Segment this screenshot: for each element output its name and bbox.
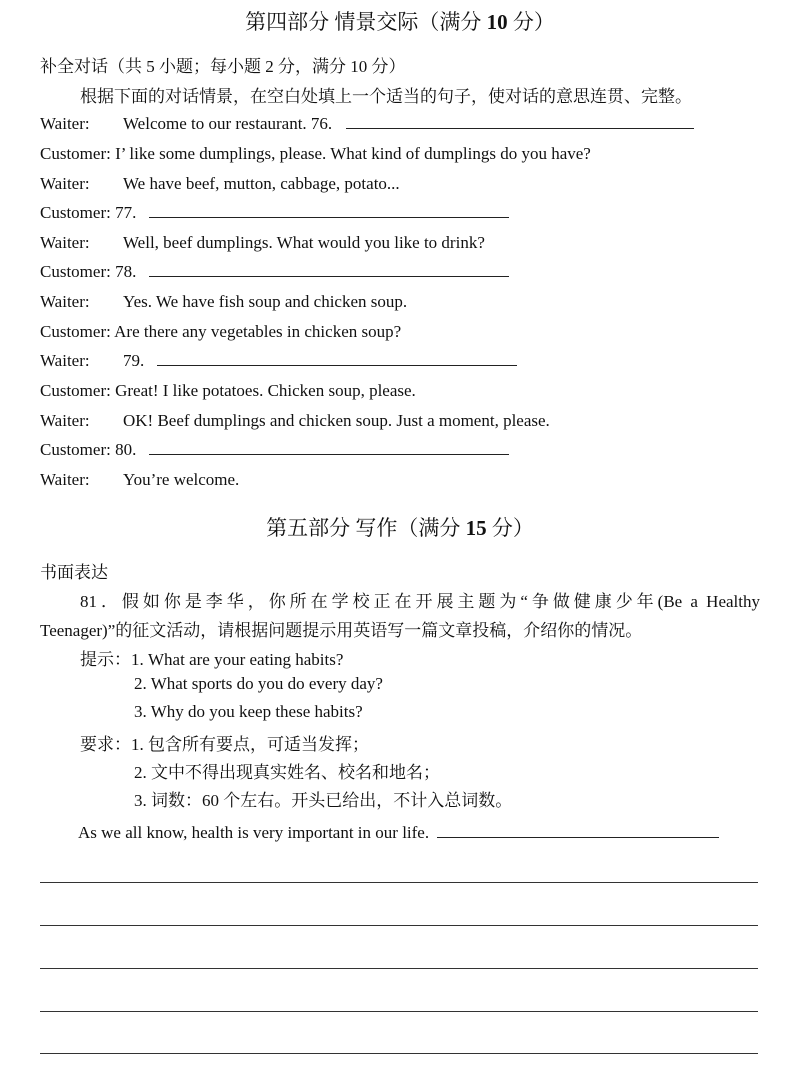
dialogue-line xyxy=(40,291,407,313)
requirement-item: 3. 词数：60 个左右。开头已给出，不计入总词数。 xyxy=(134,791,513,810)
part4-title-score: 10 xyxy=(486,10,508,34)
hints-row xyxy=(80,645,343,670)
speaker-label: Customer: xyxy=(40,203,111,222)
speaker-label: Waiter: xyxy=(40,470,90,489)
dialogue-line xyxy=(40,232,485,254)
dialogue-text: 79. xyxy=(123,351,145,370)
speaker-label: Customer: xyxy=(40,322,111,341)
writing-line[interactable] xyxy=(40,1053,758,1054)
speaker-label: Waiter: xyxy=(40,292,90,311)
dialogue-text: 78. xyxy=(115,262,137,281)
dialogue-text: 80. xyxy=(115,440,137,459)
part5-heading: 书面表达 xyxy=(40,563,108,582)
writing-line[interactable] xyxy=(40,882,758,883)
dialogue-line xyxy=(40,469,239,491)
speaker-label: Waiter: xyxy=(40,233,90,252)
dialogue-line xyxy=(40,380,416,402)
dialogue-text: I’ like some dumplings, please. What kind of dumplings do you have? xyxy=(115,144,591,163)
part5-title-suffix: 分） xyxy=(486,516,534,540)
speaker-label: Waiter: xyxy=(40,351,90,370)
part5-title-prefix: 第五部分 写作（满分 xyxy=(266,516,466,540)
dialogue-text: We have beef, mutton, cabbage, potato... xyxy=(123,174,400,193)
speaker-label: Waiter: xyxy=(40,411,90,430)
part4-heading: 补全对话（共 5 小题；每小题 2 分，满分 10 分） xyxy=(40,57,406,76)
speaker-label: Customer: xyxy=(40,381,111,400)
writing-line[interactable] xyxy=(40,968,758,969)
part4-title-prefix: 第四部分 情景交际（满分 xyxy=(245,10,487,34)
dialogue-line xyxy=(40,321,401,343)
part5-title-score: 15 xyxy=(465,516,487,540)
essay-first-line-blank[interactable] xyxy=(437,822,719,838)
answer-blank-80[interactable] xyxy=(149,439,509,455)
dialogue-line xyxy=(40,113,694,135)
requirement-item: 2. 文中不得出现真实姓名、校名和地名； xyxy=(134,763,440,782)
dialogue-line xyxy=(40,143,591,165)
part5-title xyxy=(0,512,800,542)
part4-title-suffix: 分） xyxy=(507,10,555,34)
speaker-label: Customer: xyxy=(40,144,111,163)
dialogue-line xyxy=(40,350,517,372)
requirements-row xyxy=(80,730,369,755)
requirements-label: 要求： xyxy=(80,735,131,754)
speaker-label: Waiter: xyxy=(40,174,90,193)
answer-blank-77[interactable] xyxy=(149,202,509,218)
answer-blank-79[interactable] xyxy=(157,350,517,366)
hint-item: 2. What sports do you do every day? xyxy=(134,674,383,693)
dialogue-line xyxy=(40,261,509,283)
requirement-item: 1. 包含所有要点，可适当发挥； xyxy=(131,735,369,754)
hint-item: 1. What are your eating habits? xyxy=(131,650,344,669)
dialogue-text: Are there any vegetables in chicken soup? xyxy=(114,322,402,341)
hints-label: 提示： xyxy=(80,650,131,669)
dialogue-text: Well, beef dumplings. What would you like to drink? xyxy=(123,233,485,252)
question-81-line2: Teenager)”的征文活动，请根据问题提示用英语写一篇文章投稿，介绍你的情况。 xyxy=(40,621,643,640)
dialogue-text: OK! Beef dumplings and chicken soup. Just a moment, please. xyxy=(123,411,550,430)
dialogue-text: 77. xyxy=(115,203,137,222)
writing-line[interactable] xyxy=(40,925,758,926)
essay-opening-row xyxy=(78,822,719,843)
dialogue-line xyxy=(40,202,509,224)
speaker-label: Customer: xyxy=(40,262,111,281)
essay-opening: As we all know, health is very important in our life. xyxy=(78,823,430,842)
part4-title xyxy=(0,6,800,36)
answer-blank-76[interactable] xyxy=(346,113,694,129)
question-81-line1: 81．假如你是李华，你所在学校正在开展主题为“争做健康少年(Be a Healthy xyxy=(80,592,760,611)
dialogue-text: Welcome to our restaurant. 76. xyxy=(123,114,333,133)
dialogue-text: Yes. We have fish soup and chicken soup. xyxy=(123,292,408,311)
dialogue-line xyxy=(40,410,550,432)
dialogue-text: You’re welcome. xyxy=(123,470,240,489)
writing-line[interactable] xyxy=(40,1011,758,1012)
dialogue-line xyxy=(40,439,509,461)
hint-item: 3. Why do you keep these habits? xyxy=(134,702,363,721)
answer-blank-78[interactable] xyxy=(149,261,509,277)
dialogue-line xyxy=(40,173,400,195)
speaker-label: Customer: xyxy=(40,440,111,459)
dialogue-text: Great! I like potatoes. Chicken soup, please. xyxy=(115,381,416,400)
speaker-label: Waiter: xyxy=(40,114,90,133)
part4-instruction: 根据下面的对话情景，在空白处填上一个适当的句子，使对话的意思连贯、完整。 xyxy=(80,87,692,106)
